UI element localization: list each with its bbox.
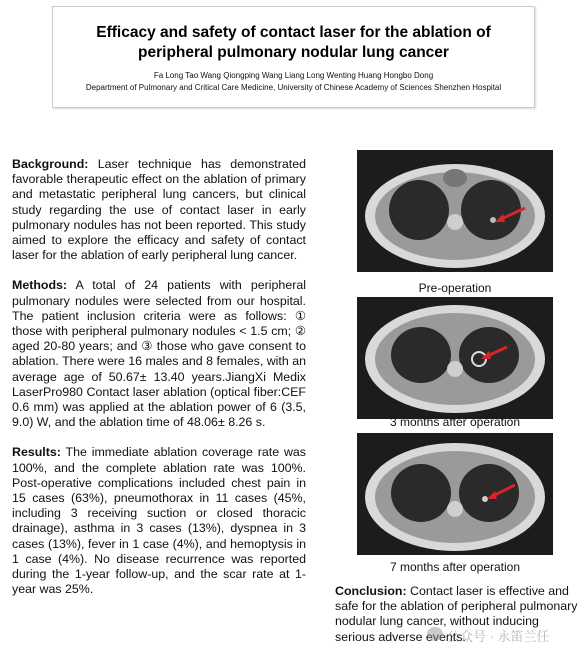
conclusion-heading: Conclusion: xyxy=(335,584,407,598)
caption-pre-operation: Pre-operation xyxy=(418,281,492,295)
caption-3-months: 3 months after operation xyxy=(389,415,521,429)
ct-image-7-months xyxy=(357,433,553,555)
title-line-2: peripheral pulmonary nodular lung cancer xyxy=(138,44,449,61)
caption-7-months: 7 months after operation xyxy=(389,560,521,574)
poster-title xyxy=(63,23,524,63)
ct-scan-graphic xyxy=(357,150,553,272)
author-list: Fa Long Tao Wang Qiongping Wang Liang Long Wenting Huang Hongbo Dong xyxy=(153,71,434,80)
results-heading: Results: xyxy=(12,445,61,460)
results-section xyxy=(12,445,306,597)
results-text: The immediate ablation coverage rate was 100%, and the complete ablation rate was 100%. Post-operative complications included chest pain in 15 cases (63%), pneumothorax in 11 cases (45%, including 3 receiving suction or closed thoracic drainage), asthma in 3 cases (13%), dyspnea in 3 cases (13%), fever in 1 case (4%), and hemoptysis in 1 case (4%). No disease recurrence was reported during the 1-year follow-up, and the scar rate at 1-year was 25%. xyxy=(12,445,306,597)
ct-scan-graphic xyxy=(357,433,553,555)
watermark: 公众号 · 永笛兰任 xyxy=(447,629,550,644)
title-line-1: Efficacy and safety of contact laser for the ablation of xyxy=(96,24,491,41)
background-section xyxy=(12,157,306,263)
affiliation: Department of Pulmonary and Critical Care Medicine, University of Chinese Academy of Sciences Shenzhen Hospital xyxy=(85,83,502,92)
methods-section xyxy=(12,278,306,430)
background-heading: Background: xyxy=(12,157,89,171)
methods-heading: Methods: xyxy=(12,278,68,293)
ct-image-3-months xyxy=(357,297,553,419)
methods-text: A total of 24 patients with peripheral pulmonary nodules were selected from our hospital. The patient inclusion criteria were as follows: ① those with peripheral pulmonary nodules < 1.5 cm; ② aged 20-80 years; and ③ those who gave consent to ablation. There were 16 males and 8 females, with an average age of 50.67± 13.40 years.JiangXi Medix LaserPro980 Contact laser ablation (optical fiber:CEF 0.6 mm) was applied at the ablation power of 6 (3.5, 9.0) W, and the ablation time of 48.06± 8.26 s. xyxy=(12,278,306,430)
background-text: Laser technique has demonstrated favorable therapeutic effect on the ablation of primary and metastatic peripheral lung cancers, but clinical study regarding the use of contact laser in early pulmonary nodules has not been reported. This study aimed to explore the efficacy and safety of contact laser for the ablation of early peripheral lung cancer. xyxy=(12,157,306,263)
left-column xyxy=(12,157,306,612)
poster-header xyxy=(52,6,535,108)
conclusion-text: Contact laser is effective and safe for the ablation of peripheral pulmonary nodular lung cancer, without inducing serious adverse events. xyxy=(335,584,578,644)
ct-image-pre-operation xyxy=(357,150,553,272)
ct-scan-graphic xyxy=(357,297,553,419)
wechat-icon xyxy=(427,627,443,641)
